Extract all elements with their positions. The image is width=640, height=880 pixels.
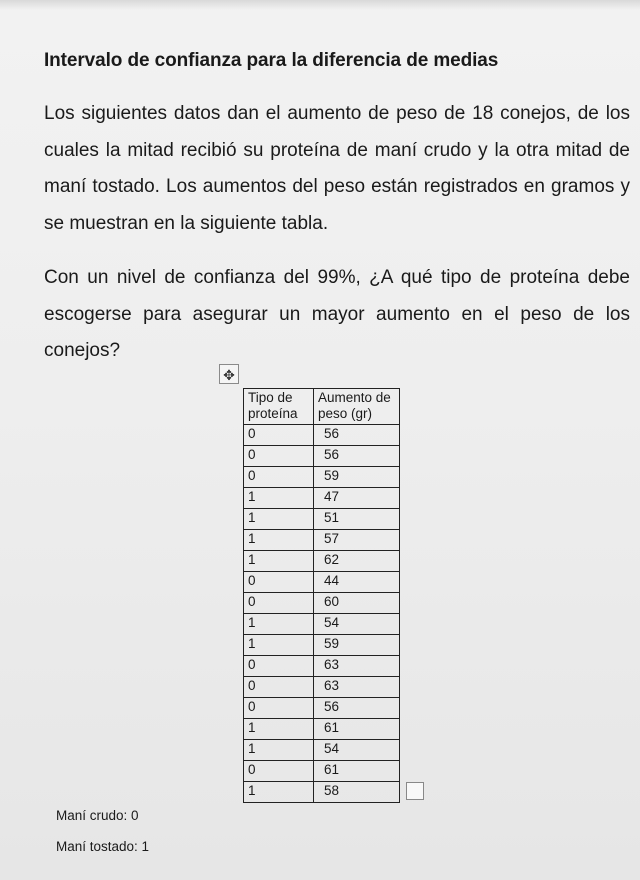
header-protein-type: Tipo de proteína bbox=[244, 389, 314, 425]
cell-protein-type: 1 bbox=[244, 530, 314, 551]
problem-paragraph: Los siguientes datos dan el aumento de peso de 18 conejos, de los cuales la mitad recibió su proteína de maní crudo y la otra mitad de maní tostado. Los aumentos del peso están registrados en gramos y se muestran en la siguiente tabla. bbox=[44, 103, 630, 234]
table-row bbox=[244, 572, 400, 593]
cell-protein-type: 0 bbox=[244, 698, 314, 719]
cell-protein-type: 0 bbox=[244, 572, 314, 593]
cell-weight-gain: 54 bbox=[314, 740, 400, 761]
cell-weight-gain: 56 bbox=[314, 446, 400, 467]
table-row bbox=[244, 614, 400, 635]
cell-protein-type: 1 bbox=[244, 509, 314, 530]
table-row bbox=[244, 446, 400, 467]
cell-weight-gain: 63 bbox=[314, 677, 400, 698]
legend-crudo: Maní crudo: 0 bbox=[56, 808, 139, 823]
cell-protein-type: 1 bbox=[244, 635, 314, 656]
cell-weight-gain: 59 bbox=[314, 467, 400, 488]
cell-weight-gain: 61 bbox=[314, 719, 400, 740]
cell-protein-type: 1 bbox=[244, 740, 314, 761]
table-row bbox=[244, 782, 400, 803]
cell-weight-gain: 44 bbox=[314, 572, 400, 593]
cell-protein-type: 1 bbox=[244, 719, 314, 740]
cell-protein-type: 0 bbox=[244, 467, 314, 488]
cell-weight-gain: 62 bbox=[314, 551, 400, 572]
table-row bbox=[244, 761, 400, 782]
table-resize-handle[interactable] bbox=[406, 782, 424, 800]
table-row bbox=[244, 740, 400, 761]
table-row bbox=[244, 656, 400, 677]
cell-protein-type: 1 bbox=[244, 782, 314, 803]
cell-weight-gain: 59 bbox=[314, 635, 400, 656]
page-edge bbox=[0, 0, 640, 10]
cell-protein-type: 0 bbox=[244, 425, 314, 446]
cell-protein-type: 1 bbox=[244, 488, 314, 509]
cell-protein-type: 0 bbox=[244, 761, 314, 782]
table-row bbox=[244, 509, 400, 530]
table-row bbox=[244, 635, 400, 656]
cell-weight-gain: 61 bbox=[314, 761, 400, 782]
document-title: Intervalo de confianza para la diferencia de medias bbox=[44, 50, 499, 71]
table-row bbox=[244, 467, 400, 488]
header-weight-gain: Aumento de peso (gr) bbox=[314, 389, 400, 425]
legend-tostado: Maní tostado: 1 bbox=[56, 839, 150, 854]
cell-weight-gain: 47 bbox=[314, 488, 400, 509]
cell-protein-type: 1 bbox=[244, 551, 314, 572]
cell-weight-gain: 56 bbox=[314, 698, 400, 719]
cell-protein-type: 0 bbox=[244, 677, 314, 698]
cell-weight-gain: 63 bbox=[314, 656, 400, 677]
table-row bbox=[244, 488, 400, 509]
table-header-row bbox=[244, 389, 400, 425]
table-row bbox=[244, 425, 400, 446]
question-paragraph: Con un nivel de confianza del 99%, ¿A qué tipo de proteína debe escogerse para asegurar un mayor aumento en el peso de los conejos? bbox=[44, 267, 630, 361]
table-row bbox=[244, 719, 400, 740]
table-row bbox=[244, 677, 400, 698]
cell-weight-gain: 54 bbox=[314, 614, 400, 635]
data-table bbox=[243, 388, 400, 803]
cell-protein-type: 0 bbox=[244, 446, 314, 467]
table-row bbox=[244, 551, 400, 572]
table-row bbox=[244, 530, 400, 551]
move-icon[interactable]: ✥ bbox=[219, 364, 239, 384]
cell-weight-gain: 60 bbox=[314, 593, 400, 614]
cell-weight-gain: 56 bbox=[314, 425, 400, 446]
cell-protein-type: 0 bbox=[244, 593, 314, 614]
cell-weight-gain: 58 bbox=[314, 782, 400, 803]
cell-weight-gain: 57 bbox=[314, 530, 400, 551]
cell-weight-gain: 51 bbox=[314, 509, 400, 530]
table-row bbox=[244, 593, 400, 614]
cell-protein-type: 0 bbox=[244, 656, 314, 677]
table-row bbox=[244, 698, 400, 719]
cell-protein-type: 1 bbox=[244, 614, 314, 635]
